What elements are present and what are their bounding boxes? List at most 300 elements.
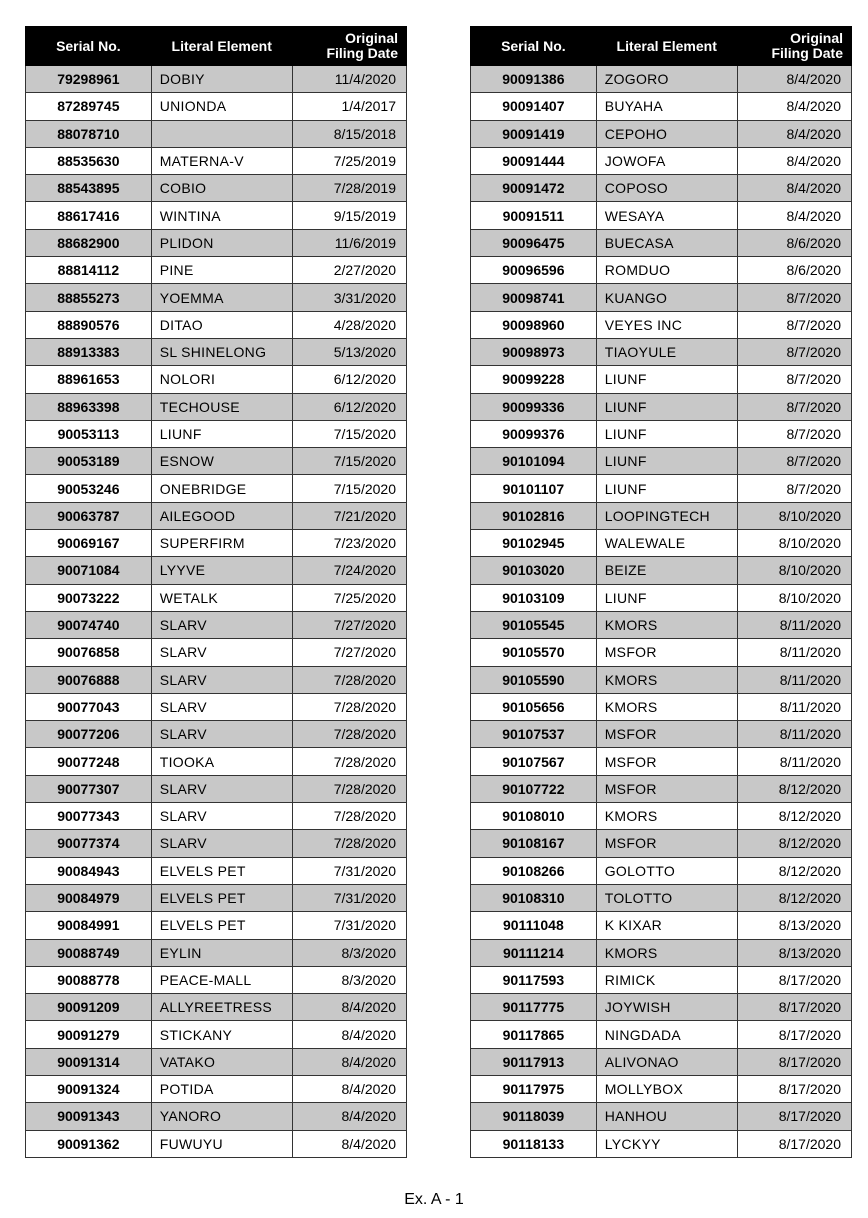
serial-number-cell: 90096475 xyxy=(471,229,597,256)
filing-date-cell: 8/11/2020 xyxy=(737,611,851,638)
serial-number-cell: 90096596 xyxy=(471,257,597,284)
serial-number-cell: 88961653 xyxy=(26,366,152,393)
table-row xyxy=(471,748,852,775)
filing-date-cell: 8/4/2020 xyxy=(292,1075,406,1102)
table-row xyxy=(26,693,407,720)
literal-element-cell: WESAYA xyxy=(596,202,737,229)
literal-element-cell: K KIXAR xyxy=(596,912,737,939)
table-row xyxy=(471,202,852,229)
literal-element-cell: TOLOTTO xyxy=(596,884,737,911)
filing-date-cell: 7/28/2020 xyxy=(292,775,406,802)
exhibit-label: Ex. A - 1 xyxy=(404,1191,464,1208)
table-row xyxy=(26,393,407,420)
filing-date-cell: 7/28/2020 xyxy=(292,666,406,693)
filing-date-cell: 8/11/2020 xyxy=(737,666,851,693)
serial-number-cell: 90117593 xyxy=(471,966,597,993)
literal-element-cell: MSFOR xyxy=(596,775,737,802)
filing-date-cell: 8/15/2018 xyxy=(292,120,406,147)
serial-number-cell: 88682900 xyxy=(26,229,152,256)
serial-number-cell: 88913383 xyxy=(26,338,152,365)
literal-element-cell: KMORS xyxy=(596,611,737,638)
table-row xyxy=(26,884,407,911)
table-row xyxy=(471,420,852,447)
literal-element-cell: SUPERFIRM xyxy=(151,530,292,557)
literal-element-cell: MSFOR xyxy=(596,639,737,666)
table-row xyxy=(471,994,852,1021)
serial-number-cell: 90091419 xyxy=(471,120,597,147)
serial-number-cell: 90076888 xyxy=(26,666,152,693)
table-row xyxy=(26,311,407,338)
literal-element-cell: JOYWISH xyxy=(596,994,737,1021)
filing-date-cell: 8/3/2020 xyxy=(292,939,406,966)
literal-element-cell: LIUNF xyxy=(596,393,737,420)
table-row xyxy=(471,939,852,966)
table-row xyxy=(471,1021,852,1048)
filing-date-cell: 8/17/2020 xyxy=(737,966,851,993)
serial-number-cell: 88814112 xyxy=(26,257,152,284)
table-row xyxy=(26,912,407,939)
table-row xyxy=(471,584,852,611)
table-row xyxy=(26,1103,407,1130)
serial-number-cell: 90071084 xyxy=(26,557,152,584)
table-row xyxy=(471,175,852,202)
table-row xyxy=(26,229,407,256)
literal-element-cell: EYLIN xyxy=(151,939,292,966)
serial-header: Serial No. xyxy=(471,27,597,66)
serial-number-cell: 90102945 xyxy=(471,530,597,557)
table-row xyxy=(471,366,852,393)
serial-number-cell: 90053113 xyxy=(26,420,152,447)
literal-element-cell: BEIZE xyxy=(596,557,737,584)
filing-date-cell: 7/25/2019 xyxy=(292,147,406,174)
table-row xyxy=(26,748,407,775)
literal-element-cell: WETALK xyxy=(151,584,292,611)
literal-element-cell: ROMDUO xyxy=(596,257,737,284)
filing-date-cell: 2/27/2020 xyxy=(292,257,406,284)
filing-date-cell: 7/28/2019 xyxy=(292,175,406,202)
serial-number-cell: 88535630 xyxy=(26,147,152,174)
table-row xyxy=(26,994,407,1021)
serial-number-cell: 90091386 xyxy=(471,66,597,93)
filing-date-cell: 8/11/2020 xyxy=(737,639,851,666)
serial-number-cell: 90084979 xyxy=(26,884,152,911)
serial-number-cell: 90099228 xyxy=(471,366,597,393)
table-row xyxy=(26,857,407,884)
serial-number-cell: 90108266 xyxy=(471,857,597,884)
literal-element-cell: ESNOW xyxy=(151,448,292,475)
table-row xyxy=(26,639,407,666)
table-row xyxy=(26,1130,407,1157)
literal-element-cell: DOBIY xyxy=(151,66,292,93)
filing-date-cell: 7/24/2020 xyxy=(292,557,406,584)
literal-element-cell: PEACE-MALL xyxy=(151,966,292,993)
literal-element-cell: RIMICK xyxy=(596,966,737,993)
filing-date-cell: 8/17/2020 xyxy=(737,1021,851,1048)
serial-number-cell: 90107722 xyxy=(471,775,597,802)
header-row xyxy=(471,27,852,66)
literal-element-cell: SLARV xyxy=(151,803,292,830)
literal-element-cell: WALEWALE xyxy=(596,530,737,557)
literal-element-cell: DITAO xyxy=(151,311,292,338)
literal-header: Literal Element xyxy=(596,27,737,66)
table-row xyxy=(471,338,852,365)
filing-date-cell: 8/17/2020 xyxy=(737,1048,851,1075)
filing-date-cell: 7/25/2020 xyxy=(292,584,406,611)
serial-number-cell: 90091209 xyxy=(26,994,152,1021)
literal-element-cell: SLARV xyxy=(151,666,292,693)
literal-header: Literal Element xyxy=(151,27,292,66)
literal-element-cell: ELVELS PET xyxy=(151,884,292,911)
literal-element-cell: SLARV xyxy=(151,639,292,666)
literal-element-cell: TIOOKA xyxy=(151,748,292,775)
filing-date-cell: 6/12/2020 xyxy=(292,366,406,393)
filing-date-cell: 8/7/2020 xyxy=(737,448,851,475)
table-row xyxy=(471,448,852,475)
literal-element-cell: VEYES INC xyxy=(596,311,737,338)
serial-number-cell: 88963398 xyxy=(26,393,152,420)
filing-date-header-line2: Filing Date xyxy=(326,45,398,61)
serial-number-cell: 90091314 xyxy=(26,1048,152,1075)
filing-date-cell: 11/6/2019 xyxy=(292,229,406,256)
literal-element-cell: YOEMMA xyxy=(151,284,292,311)
literal-element-cell: NOLORI xyxy=(151,366,292,393)
literal-element-cell: SLARV xyxy=(151,721,292,748)
literal-element-cell: BUYAHA xyxy=(596,93,737,120)
literal-element-cell: SLARV xyxy=(151,830,292,857)
filing-date-cell: 8/4/2020 xyxy=(737,202,851,229)
serial-number-cell: 90105590 xyxy=(471,666,597,693)
literal-element-cell: JOWOFA xyxy=(596,147,737,174)
filing-date-cell: 8/17/2020 xyxy=(737,1075,851,1102)
serial-number-cell: 90069167 xyxy=(26,530,152,557)
filing-date-cell: 1/4/2017 xyxy=(292,93,406,120)
literal-element-cell: KMORS xyxy=(596,693,737,720)
serial-number-cell: 90117913 xyxy=(471,1048,597,1075)
serial-number-cell: 90088778 xyxy=(26,966,152,993)
table-row xyxy=(26,939,407,966)
literal-element-cell: LIUNF xyxy=(596,475,737,502)
serial-number-cell: 90053246 xyxy=(26,475,152,502)
filing-date-cell: 7/23/2020 xyxy=(292,530,406,557)
literal-element-cell: KMORS xyxy=(596,939,737,966)
table-row xyxy=(471,147,852,174)
table-row xyxy=(471,1048,852,1075)
filing-date-cell: 7/15/2020 xyxy=(292,420,406,447)
table-row xyxy=(26,93,407,120)
serial-number-cell: 90107567 xyxy=(471,748,597,775)
filing-date-cell: 8/10/2020 xyxy=(737,557,851,584)
literal-element-cell: SLARV xyxy=(151,775,292,802)
serial-number-cell: 90098973 xyxy=(471,338,597,365)
serial-number-cell: 90108167 xyxy=(471,830,597,857)
table-row xyxy=(471,884,852,911)
table-row xyxy=(471,693,852,720)
serial-number-cell: 90074740 xyxy=(26,611,152,638)
serial-number-cell: 90091472 xyxy=(471,175,597,202)
literal-element-cell: GOLOTTO xyxy=(596,857,737,884)
literal-element-cell: STICKANY xyxy=(151,1021,292,1048)
literal-element-cell: LYCKYY xyxy=(596,1130,737,1157)
filing-date-cell: 7/21/2020 xyxy=(292,502,406,529)
filing-date-cell: 8/6/2020 xyxy=(737,229,851,256)
literal-element-cell: SLARV xyxy=(151,693,292,720)
filing-date-cell: 8/12/2020 xyxy=(737,775,851,802)
table-row xyxy=(471,311,852,338)
literal-element-cell: ONEBRIDGE xyxy=(151,475,292,502)
filing-date-cell: 6/12/2020 xyxy=(292,393,406,420)
filing-date-cell: 8/4/2020 xyxy=(292,994,406,1021)
serial-number-cell: 87289745 xyxy=(26,93,152,120)
filing-date-cell: 8/4/2020 xyxy=(737,120,851,147)
table-row xyxy=(471,639,852,666)
header-row xyxy=(26,27,407,66)
filing-date-cell: 8/7/2020 xyxy=(737,311,851,338)
filing-date-cell: 7/27/2020 xyxy=(292,611,406,638)
filing-date-cell: 8/4/2020 xyxy=(737,66,851,93)
filing-date-cell: 8/4/2020 xyxy=(737,93,851,120)
literal-element-cell: NINGDADA xyxy=(596,1021,737,1048)
table-row xyxy=(26,966,407,993)
literal-element-cell: MOLLYBOX xyxy=(596,1075,737,1102)
literal-element-cell: LIUNF xyxy=(596,366,737,393)
literal-element-cell: SLARV xyxy=(151,611,292,638)
table-row xyxy=(26,557,407,584)
serial-number-cell: 90108010 xyxy=(471,803,597,830)
serial-number-cell: 90077248 xyxy=(26,748,152,775)
serial-number-cell: 90101094 xyxy=(471,448,597,475)
serial-number-cell: 88078710 xyxy=(26,120,152,147)
filing-date-cell: 9/15/2019 xyxy=(292,202,406,229)
table-row xyxy=(471,557,852,584)
table-row xyxy=(26,775,407,802)
serial-number-cell: 90105545 xyxy=(471,611,597,638)
literal-element-cell: PINE xyxy=(151,257,292,284)
table-row xyxy=(26,611,407,638)
table-row xyxy=(471,93,852,120)
serial-number-cell: 88543895 xyxy=(26,175,152,202)
filing-date-cell: 8/7/2020 xyxy=(737,475,851,502)
literal-element-cell: ALIVONAO xyxy=(596,1048,737,1075)
literal-element-cell: YANORO xyxy=(151,1103,292,1130)
table-row xyxy=(471,721,852,748)
table-row xyxy=(471,1130,852,1157)
serial-number-cell: 90117975 xyxy=(471,1075,597,1102)
filing-date-cell: 8/17/2020 xyxy=(737,1103,851,1130)
filing-date-cell: 11/4/2020 xyxy=(292,66,406,93)
literal-element-cell: PLIDON xyxy=(151,229,292,256)
literal-element-cell: MATERNA-V xyxy=(151,147,292,174)
table-row xyxy=(471,66,852,93)
filing-date-cell: 8/10/2020 xyxy=(737,530,851,557)
serial-number-cell: 90091279 xyxy=(26,1021,152,1048)
literal-element-cell: VATAKO xyxy=(151,1048,292,1075)
filing-date-cell: 7/31/2020 xyxy=(292,884,406,911)
serial-number-cell: 90099336 xyxy=(471,393,597,420)
literal-element-cell: TIAOYULE xyxy=(596,338,737,365)
filing-date-cell: 8/12/2020 xyxy=(737,803,851,830)
literal-element-cell: KMORS xyxy=(596,803,737,830)
table-row xyxy=(471,120,852,147)
filing-date-cell: 8/7/2020 xyxy=(737,284,851,311)
serial-number-cell: 90077206 xyxy=(26,721,152,748)
filing-date-cell: 7/31/2020 xyxy=(292,912,406,939)
serial-number-cell: 90118133 xyxy=(471,1130,597,1157)
filing-date-cell: 8/12/2020 xyxy=(737,857,851,884)
filing-date-cell: 8/13/2020 xyxy=(737,912,851,939)
filing-date-cell: 8/7/2020 xyxy=(737,338,851,365)
filing-date-cell: 8/17/2020 xyxy=(737,1130,851,1157)
filing-date-cell: 8/10/2020 xyxy=(737,584,851,611)
filing-date-cell: 7/28/2020 xyxy=(292,803,406,830)
serial-number-cell: 90102816 xyxy=(471,502,597,529)
serial-number-cell: 90117865 xyxy=(471,1021,597,1048)
left-table-body xyxy=(26,66,407,1158)
serial-number-cell: 90077374 xyxy=(26,830,152,857)
table-row xyxy=(471,666,852,693)
filing-date-cell: 8/7/2020 xyxy=(737,393,851,420)
filing-date-cell: 8/12/2020 xyxy=(737,830,851,857)
filing-date-cell: 8/11/2020 xyxy=(737,748,851,775)
literal-element-cell: AILEGOOD xyxy=(151,502,292,529)
literal-element-cell: LIUNF xyxy=(596,448,737,475)
table-row xyxy=(471,966,852,993)
filing-date-cell: 4/28/2020 xyxy=(292,311,406,338)
serial-number-cell: 79298961 xyxy=(26,66,152,93)
table-row xyxy=(26,420,407,447)
literal-element-cell: WINTINA xyxy=(151,202,292,229)
right-trademark-table xyxy=(470,26,852,1158)
serial-number-cell: 90077307 xyxy=(26,775,152,802)
literal-element-cell: LYYVE xyxy=(151,557,292,584)
literal-element-cell: LIUNF xyxy=(596,584,737,611)
filing-date-cell: 8/3/2020 xyxy=(292,966,406,993)
serial-number-cell: 90105656 xyxy=(471,693,597,720)
table-row xyxy=(471,830,852,857)
filing-date-cell: 8/4/2020 xyxy=(292,1021,406,1048)
literal-element-cell: UNIONDA xyxy=(151,93,292,120)
table-row xyxy=(471,475,852,502)
table-row xyxy=(26,120,407,147)
filing-date-header-line1: Original xyxy=(790,30,843,46)
serial-number-cell: 90091511 xyxy=(471,202,597,229)
filing-date-cell: 8/4/2020 xyxy=(292,1103,406,1130)
filing-date-cell: 7/15/2020 xyxy=(292,475,406,502)
table-row xyxy=(26,721,407,748)
serial-number-cell: 90063787 xyxy=(26,502,152,529)
literal-element-cell: HANHOU xyxy=(596,1103,737,1130)
literal-element-cell: MSFOR xyxy=(596,748,737,775)
filing-date-cell: 8/7/2020 xyxy=(737,420,851,447)
table-row xyxy=(471,1103,852,1130)
table-row xyxy=(471,393,852,420)
serial-number-cell: 90105570 xyxy=(471,639,597,666)
filing-date-cell: 8/4/2020 xyxy=(292,1048,406,1075)
table-row xyxy=(471,775,852,802)
literal-element-cell: ELVELS PET xyxy=(151,857,292,884)
serial-number-cell: 90118039 xyxy=(471,1103,597,1130)
table-row xyxy=(26,175,407,202)
literal-element-cell: POTIDA xyxy=(151,1075,292,1102)
filing-date-cell: 5/13/2020 xyxy=(292,338,406,365)
serial-number-cell: 90076858 xyxy=(26,639,152,666)
literal-element-cell: CEPOHO xyxy=(596,120,737,147)
serial-number-cell: 90107537 xyxy=(471,721,597,748)
serial-number-cell: 90053189 xyxy=(26,448,152,475)
table-row xyxy=(26,338,407,365)
filing-date-header xyxy=(292,27,406,66)
serial-number-cell: 90091362 xyxy=(26,1130,152,1157)
filing-date-cell: 7/27/2020 xyxy=(292,639,406,666)
serial-number-cell: 90091444 xyxy=(471,147,597,174)
table-row xyxy=(26,666,407,693)
literal-element-cell: ZOGORO xyxy=(596,66,737,93)
table-row xyxy=(26,502,407,529)
literal-element-cell: COPOSO xyxy=(596,175,737,202)
literal-element-cell: TECHOUSE xyxy=(151,393,292,420)
table-row xyxy=(26,66,407,93)
filing-date-cell: 8/4/2020 xyxy=(737,147,851,174)
filing-date-cell: 3/31/2020 xyxy=(292,284,406,311)
left-trademark-table xyxy=(25,26,407,1158)
filing-date-cell: 7/28/2020 xyxy=(292,830,406,857)
right-table-body xyxy=(471,66,852,1158)
table-row xyxy=(471,257,852,284)
table-row xyxy=(26,1075,407,1102)
literal-element-cell: LOOPINGTECH xyxy=(596,502,737,529)
serial-number-cell: 90108310 xyxy=(471,884,597,911)
serial-number-cell: 90073222 xyxy=(26,584,152,611)
filing-date-cell: 7/28/2020 xyxy=(292,721,406,748)
table-row xyxy=(471,611,852,638)
filing-date-cell: 8/6/2020 xyxy=(737,257,851,284)
table-row xyxy=(471,229,852,256)
filing-date-cell: 7/28/2020 xyxy=(292,748,406,775)
serial-number-cell: 90101107 xyxy=(471,475,597,502)
literal-element-cell: KMORS xyxy=(596,666,737,693)
filing-date-cell: 8/13/2020 xyxy=(737,939,851,966)
filing-date-cell: 8/17/2020 xyxy=(737,994,851,1021)
table-row xyxy=(26,366,407,393)
table-row xyxy=(471,284,852,311)
serial-number-cell: 90077343 xyxy=(26,803,152,830)
serial-number-cell: 90084991 xyxy=(26,912,152,939)
serial-number-cell: 90091407 xyxy=(471,93,597,120)
serial-number-cell: 90088749 xyxy=(26,939,152,966)
filing-date-cell: 7/15/2020 xyxy=(292,448,406,475)
table-row xyxy=(471,1075,852,1102)
serial-number-cell: 88855273 xyxy=(26,284,152,311)
filing-date-cell: 8/4/2020 xyxy=(292,1130,406,1157)
table-row xyxy=(26,284,407,311)
table-row xyxy=(26,202,407,229)
filing-date-header-line2: Filing Date xyxy=(771,45,843,61)
table-row xyxy=(26,830,407,857)
serial-number-cell: 90111214 xyxy=(471,939,597,966)
serial-number-cell: 90103109 xyxy=(471,584,597,611)
filing-date-cell: 7/31/2020 xyxy=(292,857,406,884)
serial-number-cell: 88890576 xyxy=(26,311,152,338)
filing-date-cell: 8/4/2020 xyxy=(737,175,851,202)
table-row xyxy=(471,857,852,884)
filing-date-header xyxy=(737,27,851,66)
filing-date-cell: 8/11/2020 xyxy=(737,693,851,720)
left-table-container xyxy=(25,26,407,1158)
serial-number-cell: 90098960 xyxy=(471,311,597,338)
serial-header: Serial No. xyxy=(26,27,152,66)
table-row xyxy=(471,803,852,830)
table-row xyxy=(26,1021,407,1048)
literal-element-cell: COBIO xyxy=(151,175,292,202)
